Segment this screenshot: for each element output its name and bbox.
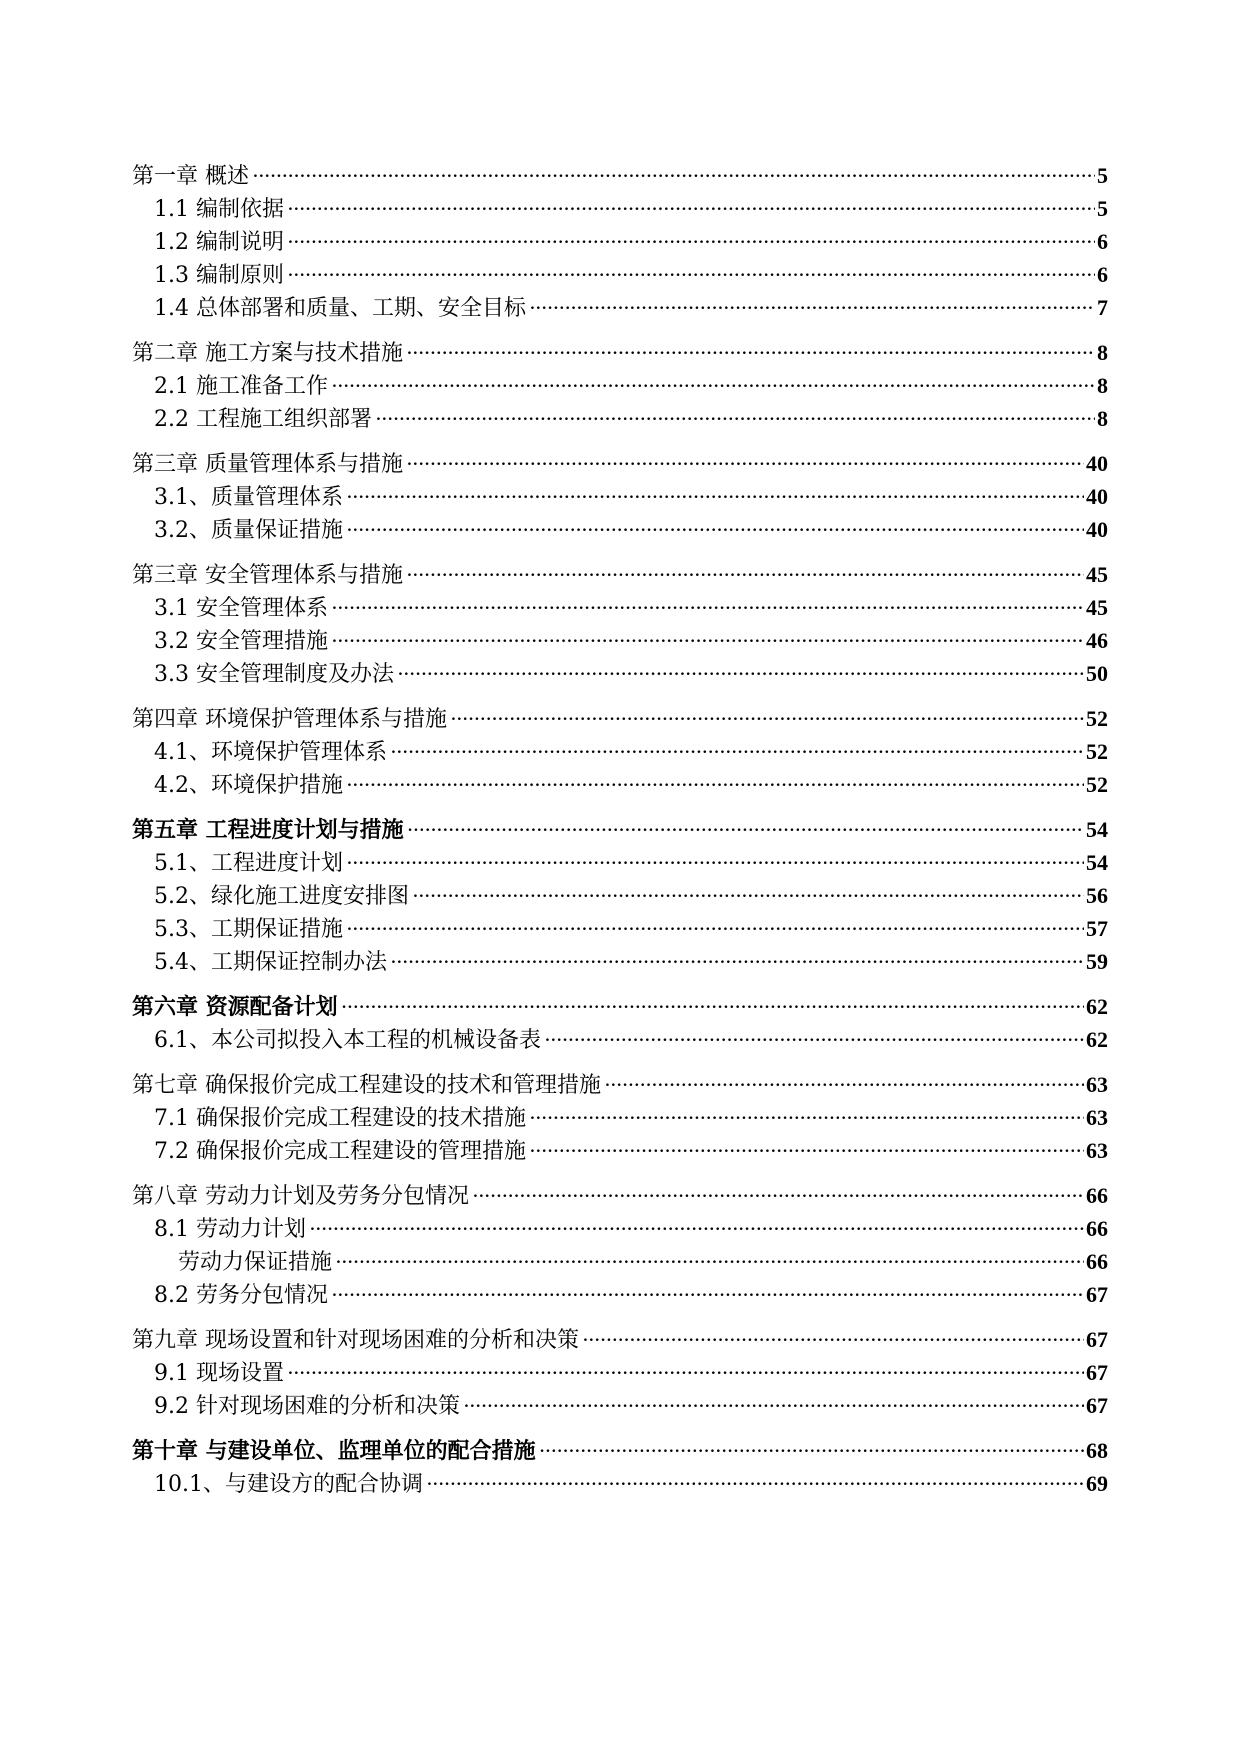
- toc-page-number: 67: [1086, 1327, 1108, 1352]
- toc-dot-leader: [347, 837, 1084, 870]
- toc-dot-leader: [347, 903, 1084, 936]
- toc-dot-leader: [407, 438, 1084, 471]
- toc-entry-label: 8.1 劳动力计划: [154, 1217, 306, 1242]
- toc-section-entry[interactable]: [132, 1269, 1108, 1308]
- toc-entry-label: 1.4 总体部署和质量、工期、安全目标: [154, 296, 526, 321]
- toc-dot-leader: [347, 471, 1084, 504]
- toc-page-number: 40: [1086, 517, 1108, 542]
- toc-entry-label: 第一章 概述: [132, 164, 249, 189]
- toc-section-entry[interactable]: [132, 471, 1108, 510]
- toc-chapter-entry[interactable]: [132, 549, 1108, 588]
- toc-entry-label: 第七章 确保报价完成工程建设的技术和管理措施: [132, 1073, 601, 1098]
- toc-dot-leader: [332, 1269, 1084, 1302]
- toc-entry-label: 第四章 环境保护管理体系与措施: [132, 707, 447, 732]
- toc-dot-leader: [391, 726, 1084, 759]
- toc-dot-leader: [310, 1203, 1084, 1236]
- toc-dot-leader: [336, 1236, 1084, 1269]
- toc-section-entry[interactable]: [132, 936, 1108, 975]
- toc-page-number: 62: [1086, 1027, 1108, 1052]
- toc-dot-leader: [288, 249, 1095, 282]
- toc-page-number: 7: [1097, 295, 1108, 320]
- toc-entry-label: 1.3 编制原则: [154, 263, 284, 288]
- toc-chapter-entry[interactable]: [132, 150, 1108, 189]
- toc-page-number: 62: [1086, 994, 1108, 1019]
- toc-page-number: 59: [1086, 949, 1108, 974]
- toc-entry-label: 3.1、质量管理体系: [154, 485, 343, 510]
- toc-entry-label: 9.1 现场设置: [154, 1361, 284, 1386]
- toc-dot-leader: [540, 1425, 1084, 1458]
- toc-page-number: 63: [1086, 1138, 1108, 1163]
- table-of-contents: [132, 150, 1108, 1497]
- toc-dot-leader: [332, 615, 1084, 648]
- toc-entry-label: 第三章 安全管理体系与措施: [132, 563, 403, 588]
- toc-entry-label: 1.2 编制说明: [154, 230, 284, 255]
- toc-section-entry[interactable]: [132, 726, 1108, 765]
- toc-dot-leader: [347, 504, 1084, 537]
- toc-entry-label: 2.1 施工准备工作: [154, 374, 328, 399]
- toc-entry-label: 第三章 质量管理体系与措施: [132, 452, 403, 477]
- toc-dot-leader: [288, 183, 1095, 216]
- toc-page-number: 52: [1086, 739, 1108, 764]
- toc-section-entry[interactable]: [132, 1347, 1108, 1386]
- toc-dot-leader: [391, 936, 1084, 969]
- toc-page-number: 63: [1086, 1072, 1108, 1097]
- toc-chapter-entry[interactable]: [132, 1170, 1108, 1209]
- toc-page-number: 66: [1086, 1183, 1108, 1208]
- toc-page-number: 40: [1086, 484, 1108, 509]
- toc-dot-leader: [407, 549, 1084, 582]
- toc-dot-leader: [253, 150, 1095, 183]
- toc-section-entry[interactable]: [132, 1014, 1108, 1053]
- toc-entry-label: 8.2 劳务分包情况: [154, 1283, 328, 1308]
- toc-page-number: 6: [1097, 262, 1108, 287]
- toc-entry-label: 第十章 与建设单位、监理单位的配合措施: [132, 1438, 536, 1464]
- toc-page-number: 8: [1097, 373, 1108, 398]
- toc-dot-leader: [530, 1092, 1084, 1125]
- toc-page-number: 54: [1086, 817, 1108, 842]
- toc-page-number: 50: [1086, 661, 1108, 686]
- toc-entry-label: 9.2 针对现场困难的分析和决策: [154, 1394, 460, 1419]
- toc-entry-label: 5.1、工程进度计划: [154, 851, 343, 876]
- toc-page-number: 63: [1086, 1105, 1108, 1130]
- toc-dot-leader: [545, 1014, 1084, 1047]
- toc-dot-leader: [451, 693, 1084, 726]
- toc-entry-label: 3.2、质量保证措施: [154, 518, 343, 543]
- toc-page-number: 67: [1086, 1393, 1108, 1418]
- toc-entry-label: 6.1、本公司拟投入本工程的机械设备表: [154, 1028, 541, 1053]
- toc-page-number: 5: [1097, 196, 1108, 221]
- toc-dot-leader: [332, 582, 1084, 615]
- toc-chapter-entry[interactable]: [132, 1314, 1108, 1353]
- toc-dot-leader: [530, 1125, 1084, 1158]
- toc-chapter-entry[interactable]: [132, 1425, 1108, 1464]
- toc-dot-leader: [376, 393, 1095, 426]
- toc-section-entry[interactable]: [132, 1203, 1108, 1242]
- toc-section-entry[interactable]: [132, 183, 1108, 222]
- toc-dot-leader: [464, 1380, 1084, 1413]
- toc-dot-leader: [288, 216, 1095, 249]
- toc-page-number: 52: [1086, 706, 1108, 731]
- toc-page-number: 66: [1086, 1249, 1108, 1274]
- toc-page-number: 45: [1086, 595, 1108, 620]
- toc-chapter-entry[interactable]: [132, 1059, 1108, 1098]
- toc-section-entry[interactable]: [132, 1092, 1108, 1131]
- toc-page-number: 68: [1086, 1438, 1108, 1463]
- toc-page-number: 6: [1097, 229, 1108, 254]
- toc-page-number: 45: [1086, 562, 1108, 587]
- toc-section-entry[interactable]: [132, 1458, 1108, 1497]
- toc-chapter-entry[interactable]: [132, 693, 1108, 732]
- toc-section-entry[interactable]: [132, 903, 1108, 942]
- toc-entry-label: 3.1 安全管理体系: [154, 596, 328, 621]
- toc-chapter-entry[interactable]: [132, 438, 1108, 477]
- toc-entry-label: 第八章 劳动力计划及劳务分包情况: [132, 1184, 469, 1209]
- toc-entry-label: 第六章 资源配备计划: [132, 994, 338, 1020]
- toc-dot-leader: [583, 1314, 1084, 1347]
- toc-entry-label: 4.1、环境保护管理体系: [154, 740, 387, 765]
- toc-entry-label: 3.2 安全管理措施: [154, 629, 328, 654]
- toc-page-number: 5: [1097, 163, 1108, 188]
- toc-chapter-entry[interactable]: [132, 804, 1108, 843]
- toc-dot-leader: [605, 1059, 1084, 1092]
- toc-page-number: 40: [1086, 451, 1108, 476]
- toc-section-entry[interactable]: [132, 1380, 1108, 1419]
- toc-dot-leader: [473, 1170, 1084, 1203]
- toc-page-number: 8: [1097, 406, 1108, 431]
- toc-entry-label: 第五章 工程进度计划与措施: [132, 817, 404, 843]
- toc-chapter-entry[interactable]: [132, 981, 1108, 1020]
- toc-page-number: 69: [1086, 1471, 1108, 1496]
- toc-entry-label: 5.3、工期保证措施: [154, 917, 343, 942]
- toc-section-entry[interactable]: [132, 870, 1108, 909]
- toc-section-entry[interactable]: [132, 282, 1108, 321]
- toc-page-number: 8: [1097, 340, 1108, 365]
- toc-page-number: 67: [1086, 1360, 1108, 1385]
- toc-section-entry[interactable]: [132, 360, 1108, 399]
- toc-dot-leader: [427, 1458, 1084, 1491]
- toc-chapter-entry[interactable]: [132, 327, 1108, 366]
- toc-entry-label: 5.2、绿化施工进度安排图: [154, 884, 409, 909]
- toc-dot-leader: [288, 1347, 1084, 1380]
- toc-entry-label: 2.2 工程施工组织部署: [154, 407, 372, 432]
- toc-dot-leader: [530, 282, 1095, 315]
- toc-entry-label: 第九章 现场设置和针对现场困难的分析和决策: [132, 1328, 579, 1353]
- toc-entry-label: 7.2 确保报价完成工程建设的管理措施: [154, 1139, 526, 1164]
- toc-entry-label: 10.1、与建设方的配合协调: [154, 1472, 423, 1497]
- toc-entry-label: 7.1 确保报价完成工程建设的技术措施: [154, 1106, 526, 1131]
- toc-section-entry[interactable]: [132, 615, 1108, 654]
- toc-section-entry[interactable]: [132, 648, 1108, 687]
- toc-section-entry[interactable]: [132, 759, 1108, 798]
- toc-entry-label: 劳动力保证措施: [178, 1250, 333, 1275]
- toc-dot-leader: [342, 981, 1084, 1014]
- toc-page-number: 54: [1086, 850, 1108, 875]
- toc-entry-label: 5.4、工期保证控制办法: [154, 950, 387, 975]
- toc-page-number: 56: [1086, 883, 1108, 908]
- toc-dot-leader: [332, 360, 1095, 393]
- toc-section-entry[interactable]: [132, 249, 1108, 288]
- toc-dot-leader: [407, 327, 1095, 360]
- toc-dot-leader: [413, 870, 1084, 903]
- toc-section-entry[interactable]: [132, 837, 1108, 876]
- toc-entry-label: 3.3 安全管理制度及办法: [154, 662, 394, 687]
- toc-page-number: 66: [1086, 1216, 1108, 1241]
- toc-page-number: 46: [1086, 628, 1108, 653]
- toc-section-entry[interactable]: [132, 1236, 1108, 1275]
- toc-entry-label: 4.2、环境保护措施: [154, 773, 343, 798]
- toc-dot-leader: [408, 804, 1084, 837]
- toc-section-entry[interactable]: [132, 216, 1108, 255]
- toc-entry-label: 第二章 施工方案与技术措施: [132, 341, 403, 366]
- toc-dot-leader: [398, 648, 1084, 681]
- toc-section-entry[interactable]: [132, 1125, 1108, 1164]
- toc-entry-label: 1.1 编制依据: [154, 197, 284, 222]
- toc-page-number: 52: [1086, 772, 1108, 797]
- toc-dot-leader: [347, 759, 1084, 792]
- toc-section-entry[interactable]: [132, 504, 1108, 543]
- toc-section-entry[interactable]: [132, 582, 1108, 621]
- toc-section-entry[interactable]: [132, 393, 1108, 432]
- toc-page-number: 57: [1086, 916, 1108, 941]
- toc-page-number: 67: [1086, 1282, 1108, 1307]
